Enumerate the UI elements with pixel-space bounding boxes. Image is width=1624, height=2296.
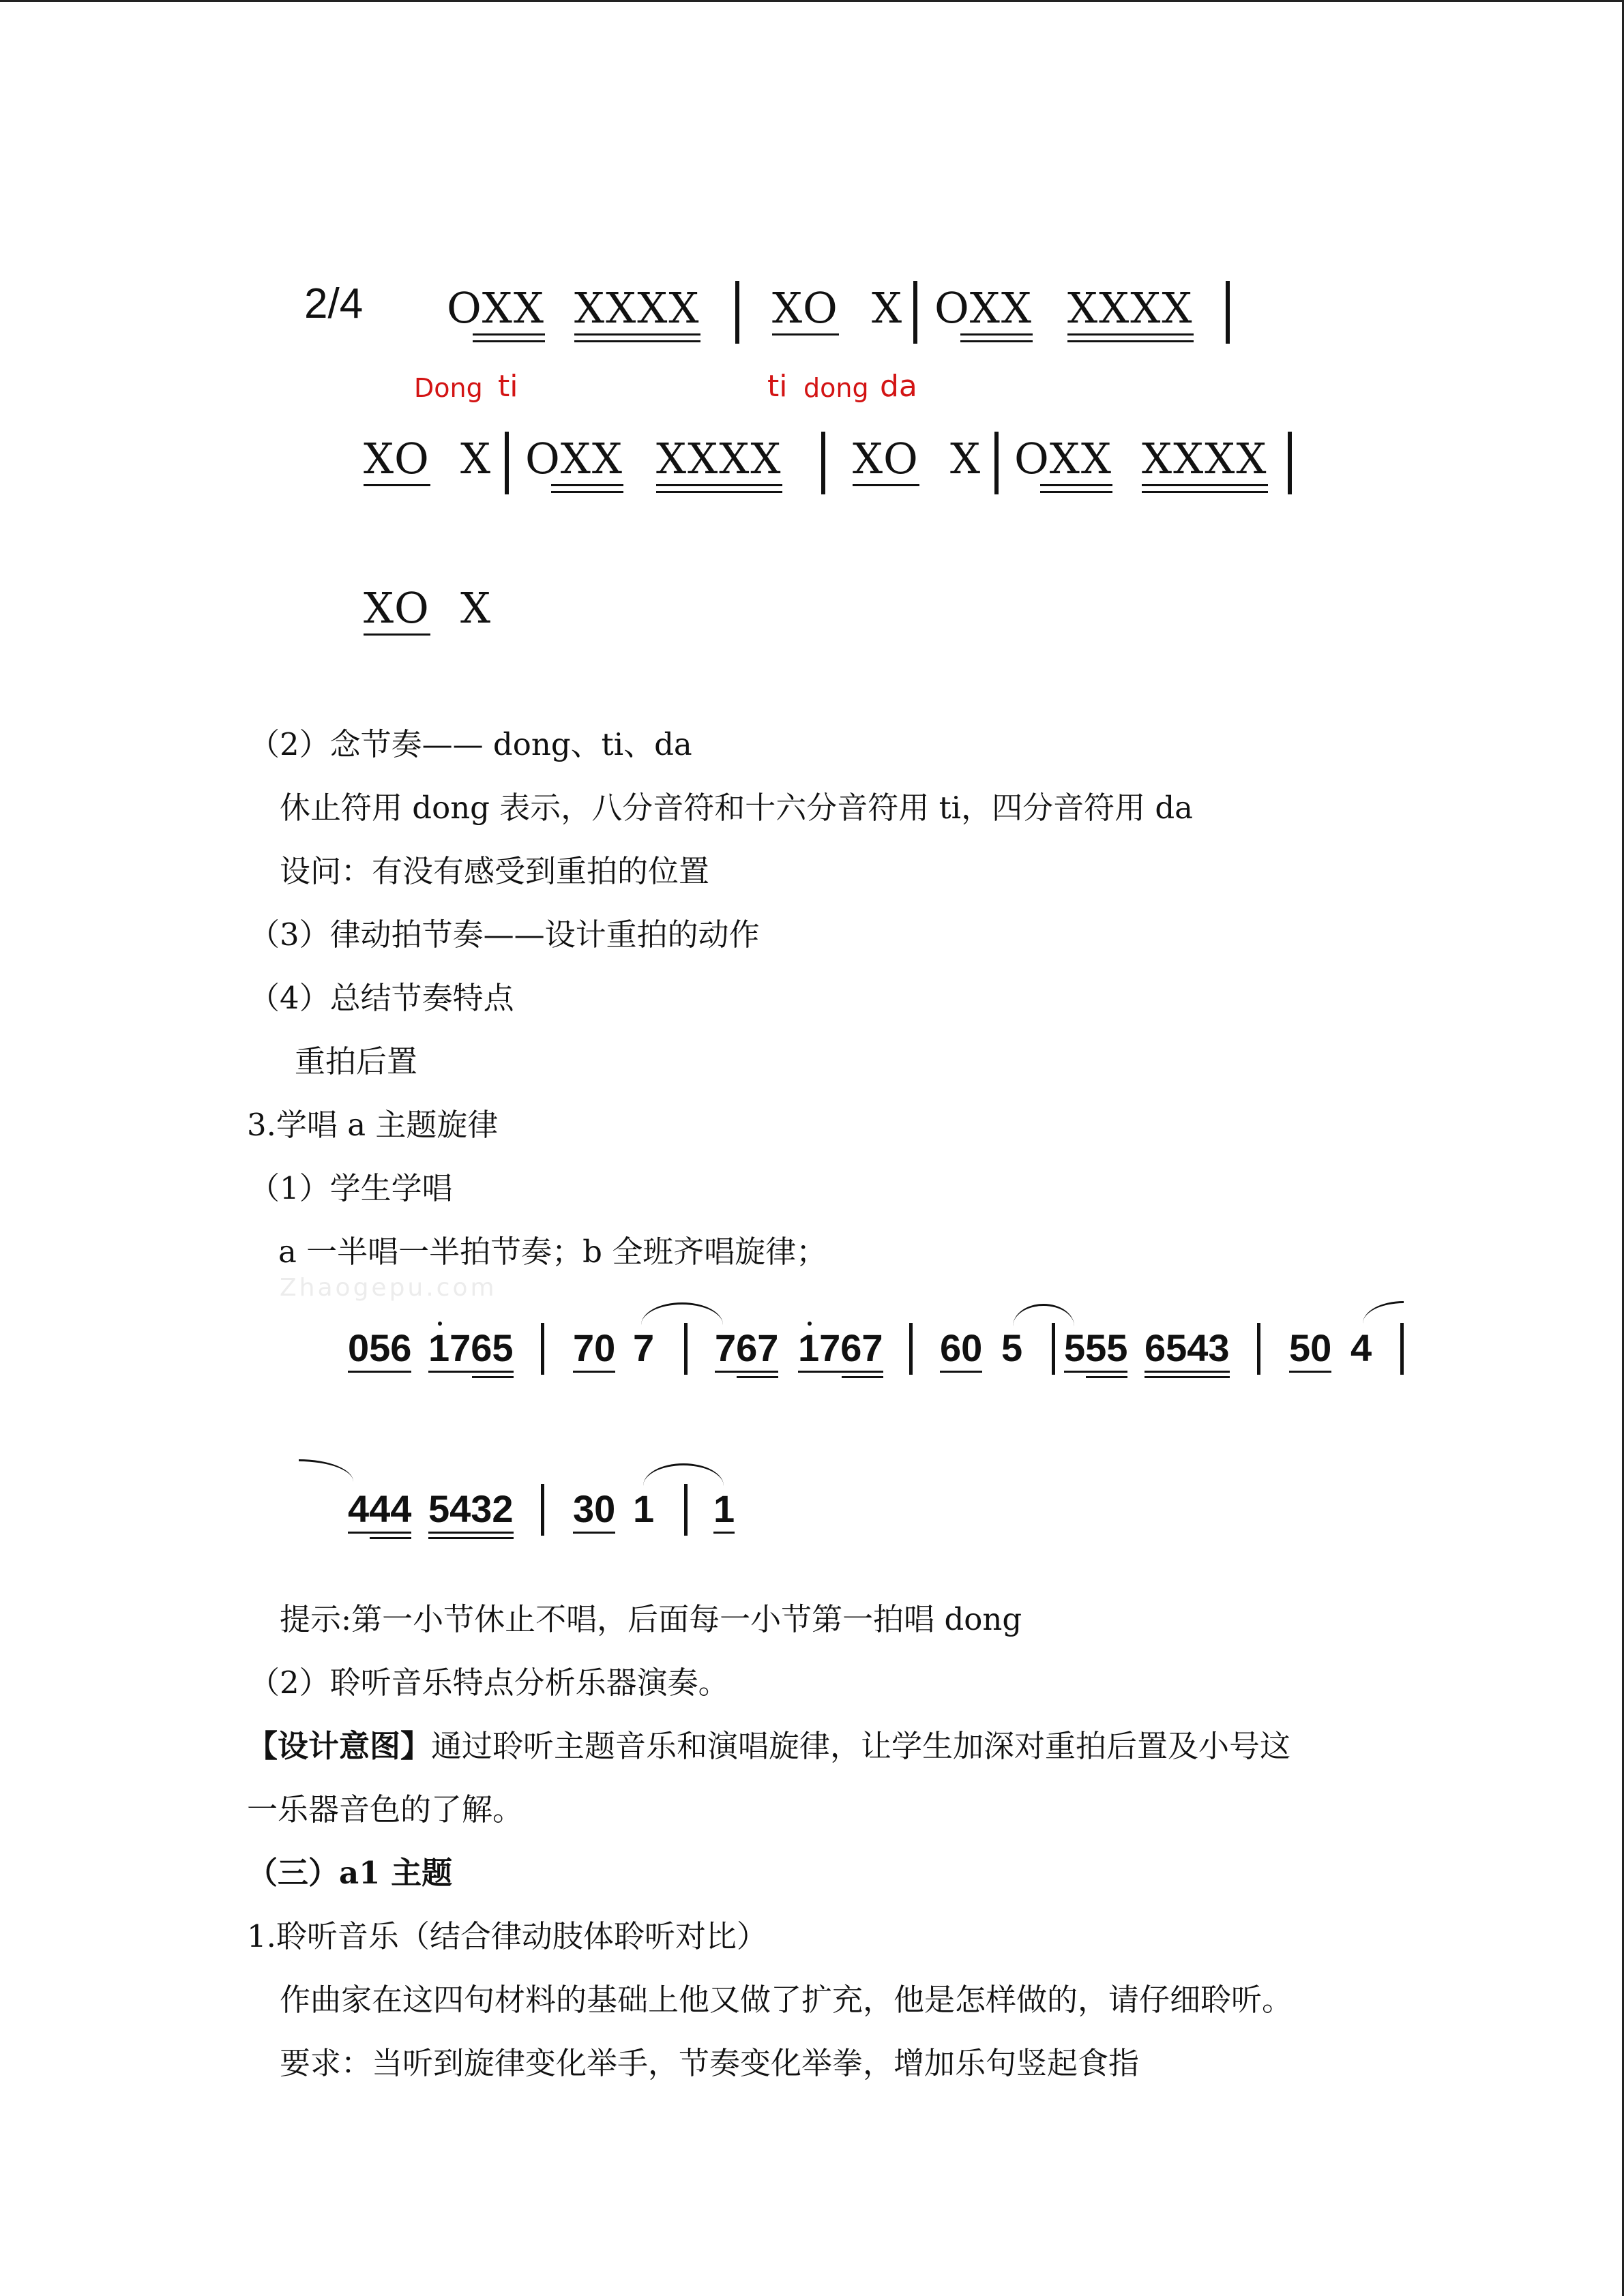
- slur-mark: [299, 1459, 353, 1482]
- slur-mark: [1363, 1301, 1404, 1324]
- rhythm-note-x: X: [872, 283, 904, 333]
- section-heading-a1: （三）a1 主题: [247, 1855, 453, 1891]
- para-step4: （4）总结节奏特点: [249, 980, 514, 1016]
- melody-note-group: 767: [715, 1326, 778, 1370]
- melody-note-group: 60: [940, 1326, 982, 1370]
- rhythm-group-xo: XO: [772, 283, 839, 333]
- slur-mark: [1013, 1304, 1074, 1326]
- rhythm-group-oxx: OXX: [1014, 434, 1112, 483]
- bar-line: [684, 1323, 688, 1375]
- para-sing-methods: a 一半唱一半拍节奏；b 全班齐唱旋律；: [278, 1234, 827, 1270]
- melody-note-group: 5432: [428, 1487, 514, 1531]
- melody-note-group: 1767: [798, 1326, 883, 1370]
- melody-note-group: 30: [573, 1487, 615, 1531]
- rhythm-group-oxx: OXX: [934, 283, 1033, 333]
- rhythm-group-xxxx: XXXX: [656, 434, 782, 483]
- melody-note-group: 50: [1289, 1326, 1331, 1370]
- bar-line: [1052, 1323, 1055, 1375]
- para-students-sing: （1）学生学唱: [249, 1170, 453, 1206]
- rhythm-group-xxxx: XXXX: [1067, 283, 1194, 333]
- melody-note-group: 1765: [428, 1326, 514, 1370]
- syllable-ti: ti: [767, 369, 788, 404]
- melody-note: 4: [1350, 1326, 1372, 1369]
- bar-line: [505, 432, 509, 494]
- rhythm-group-oxx: OXX: [525, 434, 623, 483]
- para-design-intent: [247, 1721, 1290, 1765]
- melody-note-group: 6543: [1145, 1326, 1230, 1370]
- bar-line: [821, 432, 825, 494]
- bar-line: [913, 281, 917, 344]
- rhythm-group-xo: XO: [853, 434, 919, 483]
- slur-mark: [643, 1463, 724, 1486]
- syllable-dong: Dong: [414, 373, 483, 403]
- para-composer-expansion: 作曲家在这四句材料的基础上他又做了扩充，他是怎样做的，请仔细聆听。: [280, 1982, 1293, 2018]
- melody-note: 1: [633, 1487, 655, 1530]
- para-accent-shift: 重拍后置: [295, 1043, 418, 1079]
- syllable-dong: dong: [803, 373, 869, 403]
- rhythm-note-x: X: [460, 434, 492, 483]
- rhythm-group-xo: XO: [364, 434, 430, 483]
- syllable-ti: ti: [498, 369, 518, 404]
- design-intent-label: 【设计意图】: [247, 1728, 432, 1764]
- melody-note: 1: [713, 1487, 735, 1531]
- bar-line: [541, 1484, 544, 1536]
- para-step3: （3）律动拍节奏——设计重拍的动作: [249, 916, 760, 953]
- bar-line: [1288, 432, 1292, 494]
- bar-line: [735, 281, 739, 344]
- para-design-intent-cont: 一乐器音色的了解。: [247, 1791, 524, 1828]
- bar-line: [1226, 281, 1230, 344]
- para-rest-notation: 休止符用 dong 表示，八分音符和十六分音符用 ti，四分音符用 da: [280, 790, 1194, 826]
- watermark: Zhaogepu.com: [280, 1274, 497, 1302]
- melody-note: 5: [1001, 1326, 1023, 1369]
- para-requirements: 要求：当听到旋律变化举手，节奏变化举拳，增加乐句竖起食指: [280, 2045, 1140, 2081]
- melody-note-group: 444: [348, 1487, 411, 1531]
- para-hint: 提示:第一小节休止不唱，后面每一小节第一拍唱 dong: [280, 1601, 1022, 1637]
- page-top-border: [0, 0, 1624, 2]
- rhythm-note-x: X: [950, 434, 982, 483]
- syllable-da: da: [880, 369, 917, 404]
- para-question: 设问：有没有感受到重拍的位置: [280, 853, 710, 889]
- para-learn-theme: 3.学唱 a 主题旋律: [247, 1107, 499, 1143]
- bar-line: [909, 1323, 913, 1375]
- bar-line: [1400, 1323, 1404, 1375]
- rhythm-group-xo: XO: [364, 583, 430, 633]
- melody-note-group: 70: [573, 1326, 615, 1370]
- slur-mark: [641, 1302, 723, 1325]
- para-listen-analyze: （2）聆听音乐特点分析乐器演奏。: [249, 1665, 729, 1701]
- rhythm-group-oxx: OXX: [447, 283, 545, 333]
- bar-line: [684, 1484, 688, 1536]
- design-intent-text: 通过聆听主题音乐和演唱旋律，让学生加深对重拍后置及小号这: [431, 1728, 1291, 1764]
- bar-line: [1257, 1323, 1260, 1375]
- rhythm-group-xxxx: XXXX: [1142, 434, 1268, 483]
- bar-line: [541, 1323, 544, 1375]
- melody-note: 7: [633, 1326, 655, 1369]
- rhythm-group-xxxx: XXXX: [574, 283, 700, 333]
- rhythm-note-x: X: [460, 583, 492, 633]
- para-recite-rhythm: （2）念节奏—— dong、ti、da: [249, 726, 692, 762]
- para-listen-music: 1.聆听音乐（结合律动肢体聆听对比）: [247, 1918, 767, 1954]
- time-signature: 2/4: [304, 280, 364, 327]
- melody-note-group: 056: [348, 1326, 411, 1370]
- bar-line: [994, 432, 999, 494]
- melody-note-group: 555: [1064, 1326, 1127, 1370]
